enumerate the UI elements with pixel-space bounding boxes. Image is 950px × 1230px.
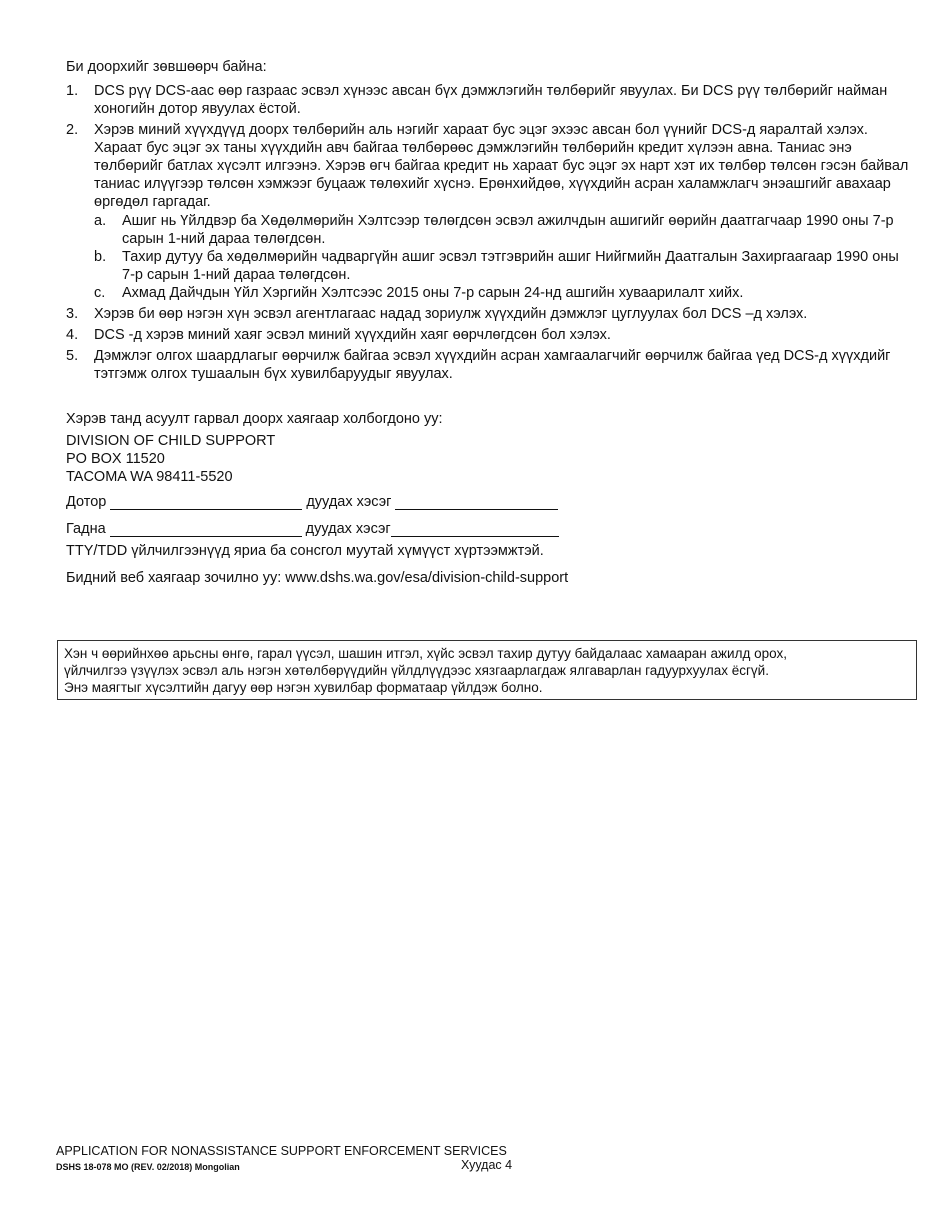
list-item: [66, 82, 911, 118]
item-number: 3.: [66, 306, 79, 322]
list-item: [66, 347, 911, 383]
item-text: DCS -д хэрэв миний хаяг эсвэл миний хүүхдийн хаяг өөрчлөгдсөн бол хэлэх.: [94, 327, 611, 343]
address-line: TACOMA WA 98411-5520: [66, 469, 233, 485]
address-line: DIVISION OF CHILD SUPPORT: [66, 433, 276, 449]
sub-list-item: [94, 248, 911, 284]
footer-form-title: APPLICATION FOR NONASSISTANCE SUPPORT ENFORCEMENT SERVICES: [56, 1144, 507, 1158]
agreement-list: [66, 82, 911, 386]
notice-line: Хэн ч өөрийнхөө арьсны өнгө, гарал үүсэл, шашин итгэл, хүйс эсвэл тахир дутуу байдалаас хамааран ажилд орох,: [64, 646, 787, 661]
inside-phone-blank[interactable]: [110, 495, 302, 510]
item-number: 2.: [66, 122, 79, 138]
outside-label: Гадна: [66, 521, 106, 537]
notice-line: Энэ маягтыг хүсэлтийн дагуу өөр нэгэн хувилбар форматаар үйлдэж болно.: [64, 680, 543, 695]
outside-phone-row: [66, 521, 563, 537]
list-item: [66, 121, 911, 302]
page-number: Хуудас 4: [461, 1158, 513, 1172]
sub-item-letter: a.: [94, 213, 107, 229]
inside-ext-label: дуудах хэсэг: [306, 494, 392, 510]
list-item: [66, 305, 911, 323]
item-text: Хэрэв би өөр нэгэн хүн эсвэл агентлагаас надад зориулж хүүхдийн дэмжлэг цуглуулах бол DCS –д хэлэх.: [94, 306, 808, 322]
item-text: Хэрэв миний хүүхдүүд доорх төлбөрийн аль нэгийг хараат бус эцэг эхээс авсан бол үүнийг DCS-д яаралтай хэлэх. Хараат бус эцэг эх таны хүүхдийн авч байгаа төлбөрөөс дэмжлэгийн төлбөрийн кредит хүлээн авна. Таниас энэ төлбөрийг батлах хүсэлт илгээнэ. Хэрэв өгч байгаа кредит нь хараат бус эцэг эх нарт хэт их төлбөр төлсөн гэсэн байвал таниас илүүгээр төлсөн хэмжээг буцааж төлөхийг хүснэ. Ерөнхийдөө, хүүхдийн асран халамжлагч энэашгийг авахаар өргөдөл гаргадаг.: [94, 122, 909, 210]
sub-list: [94, 212, 911, 302]
inside-label: Дотор: [66, 494, 107, 510]
sub-item-text: Ахмад Дайчдын Үйл Хэргийн Хэлтсээс 2015 оны 7-р сарын 24-нд ашгийн хуваарилалт хийх.: [122, 285, 744, 301]
outside-phone-blank[interactable]: [110, 522, 302, 537]
sub-item-text: Тахир дутуу ба хөдөлмөрийн чадваргүйн ашиг эсвэл тэтгэврийн ашиг Нийгмийн Даатгалын Захиргаагаар 1990 оны 7-р сарын 1-ний дараа төлөгдсөн.: [122, 249, 899, 283]
item-number: 4.: [66, 327, 79, 343]
contact-intro: Хэрэв танд асуулт гарвал доорх хаягаар холбогдоно уу:: [66, 411, 443, 427]
outside-ext-label: дуудах хэсэг: [305, 521, 391, 537]
inside-ext-blank[interactable]: [395, 495, 558, 510]
address-line: PO BOX 11520: [66, 451, 165, 467]
item-number: 1.: [66, 83, 79, 99]
nondiscrimination-notice: [57, 640, 917, 700]
inside-phone-row: [66, 494, 562, 510]
sub-item-letter: b.: [94, 249, 107, 265]
website-text: Бидний веб хаягаар зочилно уу: www.dshs.wa.gov/esa/division-child-support: [66, 570, 569, 586]
mailing-address: [66, 432, 275, 486]
notice-line: үйлчилгээ үзүүлэх эсвэл аль нэгэн хөтөлбөрүүдийн үйлдлүүдээс хязгаарлагдаж ялгаварлан гадуурхуулах ёсгүй.: [64, 663, 769, 678]
sub-item-text: Ашиг нь Үйлдвэр ба Хөдөлмөрийн Хэлтсээр төлөгдсөн эсвэл ажилчдын ашигийг өөрийн даатгагчаар 1990 оны 7-р сарын 1-ний дараа төлөгдсөн.: [122, 213, 894, 247]
footer-form-id: DSHS 18-078 MO (REV. 02/2018) Mongolian: [56, 1162, 240, 1172]
outside-ext-blank[interactable]: [391, 522, 559, 537]
sub-list-item: [94, 212, 911, 248]
sub-list-item: [94, 284, 911, 302]
tty-notice: TTY/TDD үйлчилгээнүүд яриа ба сонсгол муутай хүмүүст хүртээмжтэй.: [66, 543, 544, 559]
item-number: 5.: [66, 348, 79, 364]
list-item: [66, 326, 911, 344]
agreement-intro: Би доорхийг зөвшөөрч байна:: [66, 59, 267, 75]
sub-item-letter: c.: [94, 285, 106, 301]
item-text: Дэмжлэг олгох шаардлагыг өөрчилж байгаа эсвэл хүүхдийн асран хамгаалагчийг өөрчилж байгаа үед DCS-д хүүхдийг тэтгэмж олгох тушаалын бүх хувилбаруудыг явуулах.: [94, 348, 891, 382]
item-text: DCS рүү DCS-аас өөр газраас эсвэл хүнээс авсан бүх дэмжлэгийн төлбөрийг явуулах. Би DCS рүү төлбөрийг найман хоногийн дотор явуулах ёстой.: [94, 83, 888, 117]
